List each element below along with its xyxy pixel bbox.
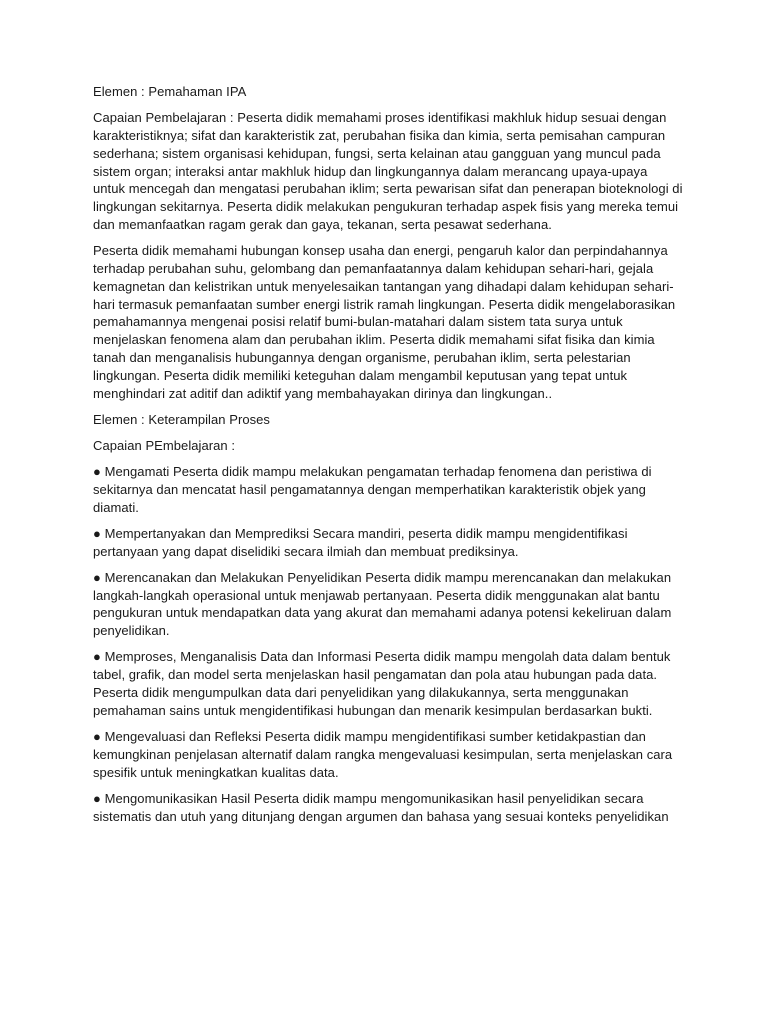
- bullet-icon: ●: [93, 464, 101, 480]
- bullet-text-mempertanyakan: Mempertanyakan dan Memprediksi Secara mandiri, peserta didik mampu mengidentifikasi pertanyaan yang dapat diselidiki secara ilmiah dan membuat prediksinya.: [93, 525, 628, 559]
- capaian-paragraph-1: Capaian Pembelajaran : Peserta didik memahami proses identifikasi makhluk hidup sesuai dengan karakteristiknya; sifat dan karakteristik zat, perubahan fisika dan kimia, serta pemisahan campuran sederhana; sistem organisasi kehidupan, fungsi, serta kelainan atau gangguan yang muncul pada sistem organ; interaksi antar makhluk hidup dan lingkungannya dalam merancang upaya-upaya untuk mencegah dan mengatasi perubahan iklim; serta pewarisan sifat dan penerapan bioteknologi di lingkungan sekitarnya. Peserta didik melakukan pengukuran terhadap aspek fisis yang mereka temui dan memanfaatkan ragam gerak dan gaya, tekanan, serta pesawat sederhana.: [93, 110, 683, 232]
- bullet-icon: ●: [93, 729, 101, 745]
- bullet-item: [93, 790, 683, 826]
- bullet-text-memproses: Memproses, Menganalisis Data dan Informasi Peserta didik mampu mengolah data dalam bentuk tabel, grafik, dan model serta menjelaskan hasil pengamatan dan pola atau hubungan pada data. Peserta didik mengumpulkan data dari penyelidikan yang dilakukannya, serta menggunakan pemahaman sains untuk mengidentifikasi hubungan dan menarik kesimpulan berdasarkan bukti.: [93, 649, 671, 718]
- bullet-item: [93, 463, 683, 516]
- element-heading-pemahaman-ipa: Elemen : Pemahaman IPA: [93, 84, 247, 99]
- bullet-icon: ●: [93, 525, 101, 541]
- bullet-text-merencanakan: Merencanakan dan Melakukan Penyelidikan Peserta didik mampu merencanakan dan melakukan langkah-langkah operasional untuk menjawab pertanyaan. Peserta didik menggunakan alat bantu pengukuran untuk mendapatkan data yang akurat dan memahami adanya potensi kekeliruan dalam penyelidikan.: [93, 569, 672, 639]
- bullet-text-mengamati: Mengamati Peserta didik mampu melakukan pengamatan terhadap fenomena dan peristiwa di sekitarnya dan mencatat hasil pengamatannya dengan memperhatikan karakteristik objek yang diamati.: [93, 464, 652, 515]
- bullet-icon: ●: [93, 649, 101, 665]
- bullet-icon: ●: [93, 569, 101, 585]
- bullet-text-mengevaluasi: Mengevaluasi dan Refleksi Peserta didik mampu mengidentifikasi sumber ketidakpastian dan kemungkinan penjelasan alternatif dalam rangka mengevaluasi kesimpulan, serta menjelaskan cara spesifik untuk meningkatkan kualitas data.: [93, 729, 673, 780]
- bullet-item: [93, 569, 683, 640]
- capaian-heading: Capaian PEmbelajaran :: [93, 437, 236, 453]
- bullet-item: [93, 728, 683, 781]
- bullet-item: [93, 525, 683, 561]
- bullet-text-mengomunikasikan: Mengomunikasikan Hasil Peserta didik mampu mengomunikasikan hasil penyelidikan secara sistematis dan utuh yang ditunjang dengan argumen dan bahasa yang sesuai konteks penyelidikan: [93, 790, 669, 824]
- document-page: [93, 83, 683, 834]
- capaian-paragraph-2: Peserta didik memahami hubungan konsep usaha dan energi, pengaruh kalor dan perpindahannya terhadap perubahan suhu, gelombang dan pemanfaatannya dalam kehidupan sehari-hari, gejala kemagnetan dan kelistrikan untuk menyelesaikan tantangan yang dihadapi dalam kehidupan sehari-hari termasuk pemanfaatan sumber energi listrik ramah lingkungan. Peserta didik mengelaborasikan pemahamannya mengenai posisi relatif bumi-bulan-matahari dalam sistem tata surya untuk menjelaskan fenomena alam dan perubahan iklim. Peserta didik memahami sifat fisika dan kimia tanah dan menganalisis hubungannya dengan organisme, perubahan iklim, serta pelestarian lingkungan. Peserta didik memiliki keteguhan dalam mengambil keputusan yang tepat untuk menghindari zat aditif dan adiktif yang membahayakan dirinya dan lingkungan..: [93, 243, 676, 401]
- element-heading-keterampilan-proses: Elemen : Keterampilan Proses: [93, 411, 270, 427]
- bullet-item: [93, 648, 683, 719]
- bullet-icon: ●: [93, 790, 101, 806]
